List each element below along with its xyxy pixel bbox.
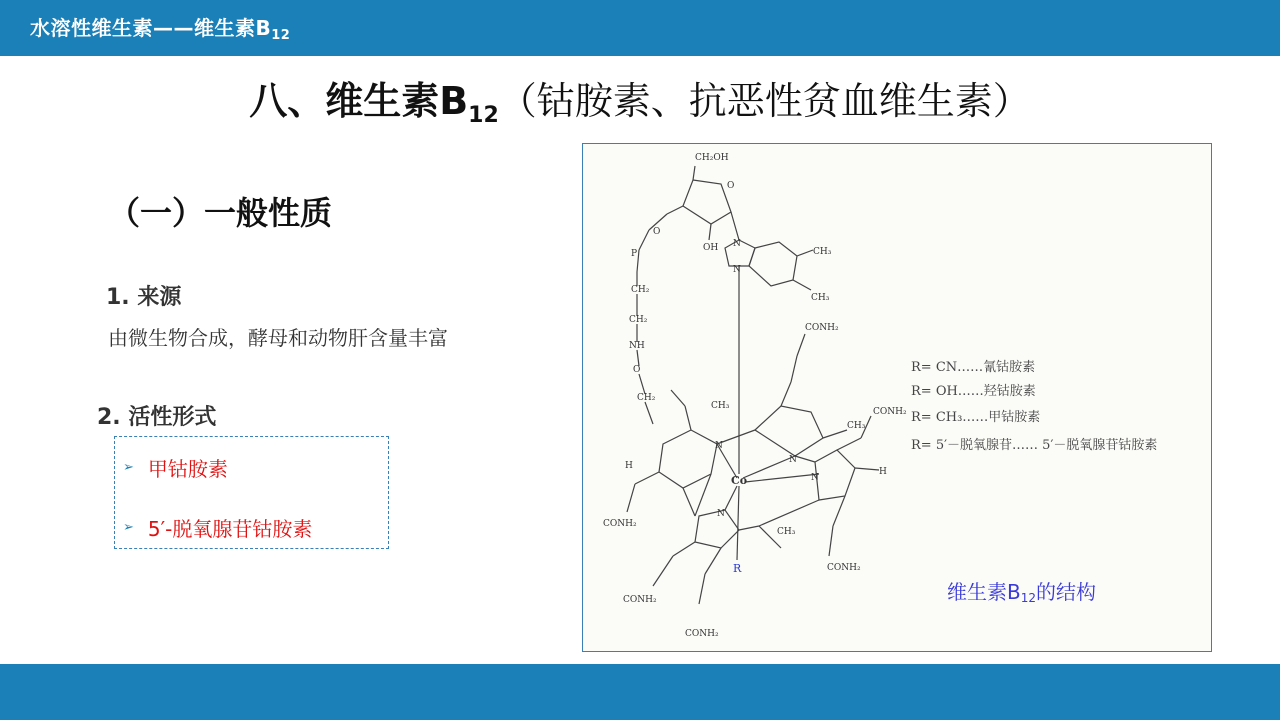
structure-diagram (583, 144, 1211, 651)
active-forms-box (114, 436, 389, 549)
svg-text:P: P (631, 249, 638, 259)
svg-text:CH₃: CH₃ (813, 247, 832, 257)
svg-text:O: O (727, 181, 735, 191)
svg-text:R: R (733, 562, 742, 575)
banner-title: 水溶性维生素——维生素$B_{12}$ (30, 16, 291, 43)
active-forms-heading: 2. 活性形式 (97, 405, 217, 430)
svg-text:CONH₂: CONH₂ (603, 519, 637, 529)
bottom-banner (0, 664, 1280, 720)
structure-figure (582, 143, 1212, 652)
arrow-bullet-icon: ➢ (123, 460, 134, 475)
legend-line: R= 5′－脱氧腺苷…… 5′－脱氧腺苷钴胺素 (911, 438, 1158, 453)
svg-text:CH₃: CH₃ (811, 293, 830, 303)
svg-text:CONH₂: CONH₂ (685, 629, 719, 639)
svg-text:CH₃: CH₃ (847, 421, 866, 431)
legend-line: R= CN……氰钴胺素 (911, 360, 1036, 375)
svg-text:O: O (633, 365, 641, 375)
svg-text:CH₂: CH₂ (631, 285, 650, 295)
svg-text:OH: OH (703, 243, 719, 253)
list-item (123, 453, 228, 482)
svg-text:CH₃: CH₃ (777, 527, 796, 537)
svg-text:CONH₂: CONH₂ (827, 563, 861, 573)
svg-text:CH₃: CH₃ (711, 401, 730, 411)
svg-text:N: N (789, 455, 797, 465)
source-heading: 1. 来源 (106, 285, 182, 310)
svg-text:N: N (811, 473, 819, 483)
section-heading: （一）一般性质 (108, 194, 333, 232)
svg-text:CH₂: CH₂ (637, 393, 656, 403)
legend-line: R= OH……羟钴胺素 (911, 384, 1036, 399)
svg-text:CH₂OH: CH₂OH (695, 153, 729, 163)
form-label: 5′-脱氧腺苷钴胺素 (147, 517, 313, 541)
svg-text:N: N (733, 239, 741, 249)
svg-text:N: N (733, 265, 741, 275)
arrow-bullet-icon: ➢ (123, 520, 134, 535)
top-banner (0, 0, 1280, 56)
atom-labels (603, 153, 907, 639)
svg-text:Co: Co (731, 474, 748, 487)
legend-line: R= CH₃……甲钴胺素 (911, 410, 1041, 425)
svg-text:N: N (717, 509, 725, 519)
svg-text:O: O (653, 227, 661, 237)
svg-text:N: N (715, 441, 723, 451)
svg-text:NH: NH (629, 341, 645, 351)
svg-text:CONH₂: CONH₂ (805, 323, 839, 333)
svg-text:H: H (625, 461, 633, 471)
svg-text:CONH₂: CONH₂ (873, 407, 907, 417)
svg-text:CONH₂: CONH₂ (623, 595, 657, 605)
source-text: 由微生物合成，酵母和动物肝含量丰富 (108, 326, 448, 350)
figure-caption: 维生素$B_{12}$的结构 (947, 580, 1097, 605)
svg-text:CH₂: CH₂ (629, 315, 648, 325)
svg-text:H: H (879, 467, 887, 477)
slide-title: 八、维生素$B_{12}$（钴胺素、抗恶性贫血维生素） (249, 79, 1031, 128)
list-item (123, 513, 312, 542)
form-label: 甲钴胺素 (147, 457, 228, 481)
